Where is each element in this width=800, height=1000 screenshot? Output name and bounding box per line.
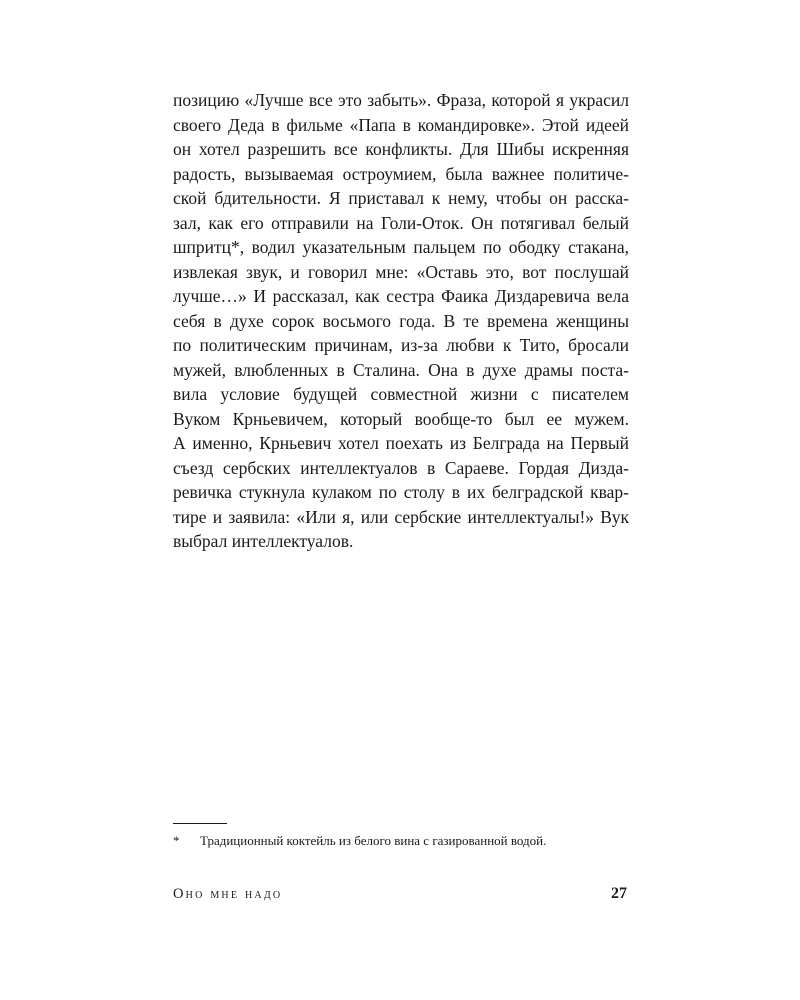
text-line: Вуком Крньевичем, который вообще-то был ее мужем. (173, 408, 629, 429)
footnote (173, 832, 629, 850)
text-line: А именно, Крньевич хотел поехать из Белграда на Первый (173, 433, 629, 453)
text-line: позицию «Лучше все это забыть». Фраза, которой я украсил (173, 90, 629, 110)
text-line: выбрал интеллектуалов. (173, 531, 354, 551)
text-line: мужей, влюбленных в Сталина. Она в духе драмы поста- (173, 359, 629, 380)
text-line: ской бдительности. Я приставал к нему, чтобы он расска- (173, 188, 629, 208)
text-line: по политическим причинам, из-за любви к Тито, бросали (173, 335, 629, 355)
text-line: тире и заявила: «Или я, или сербские интеллектуалы!» Вук (173, 506, 629, 527)
text-line: он хотел разрешить все конфликты. Для Шибы искренняя (173, 139, 629, 159)
footnote-divider (173, 823, 227, 824)
text-line: зал, как его отправили на Голи-Оток. Он потягивал белый (173, 212, 629, 233)
text-line: радость, вызываемая остроумием, была важнее политиче- (173, 163, 629, 184)
text-line: лучше…» И рассказал, как сестра Фаика Диздаревича вела (173, 286, 629, 306)
text-line: себя в духе сорок восьмого года. В те времена женщины (173, 310, 629, 331)
text-line: вила условие будущей совместной жизни с писателем (173, 384, 629, 404)
text-line: съезд сербских интеллектуалов в Сараеве. Гордая Дизда- (173, 457, 629, 478)
running-title: Оно мне надо (173, 886, 283, 902)
text-line: своего Деда в фильме «Папа в командировке». Этой идеей (173, 114, 629, 135)
text-line: шпритц*, водил указательным пальцем по ободку стакана, (173, 237, 629, 257)
text-line: ревичка стукнула кулаком по столу в их белградской квар- (173, 482, 629, 502)
body-text (173, 88, 629, 554)
footnote-text: Традиционный коктейль из белого вина с газированной водой. (200, 833, 547, 848)
page-number: 27 (611, 885, 627, 902)
footnote-marker: * (173, 833, 180, 848)
text-line: извлекая звук, и говорил мне: «Оставь это, вот послушай (173, 261, 629, 282)
